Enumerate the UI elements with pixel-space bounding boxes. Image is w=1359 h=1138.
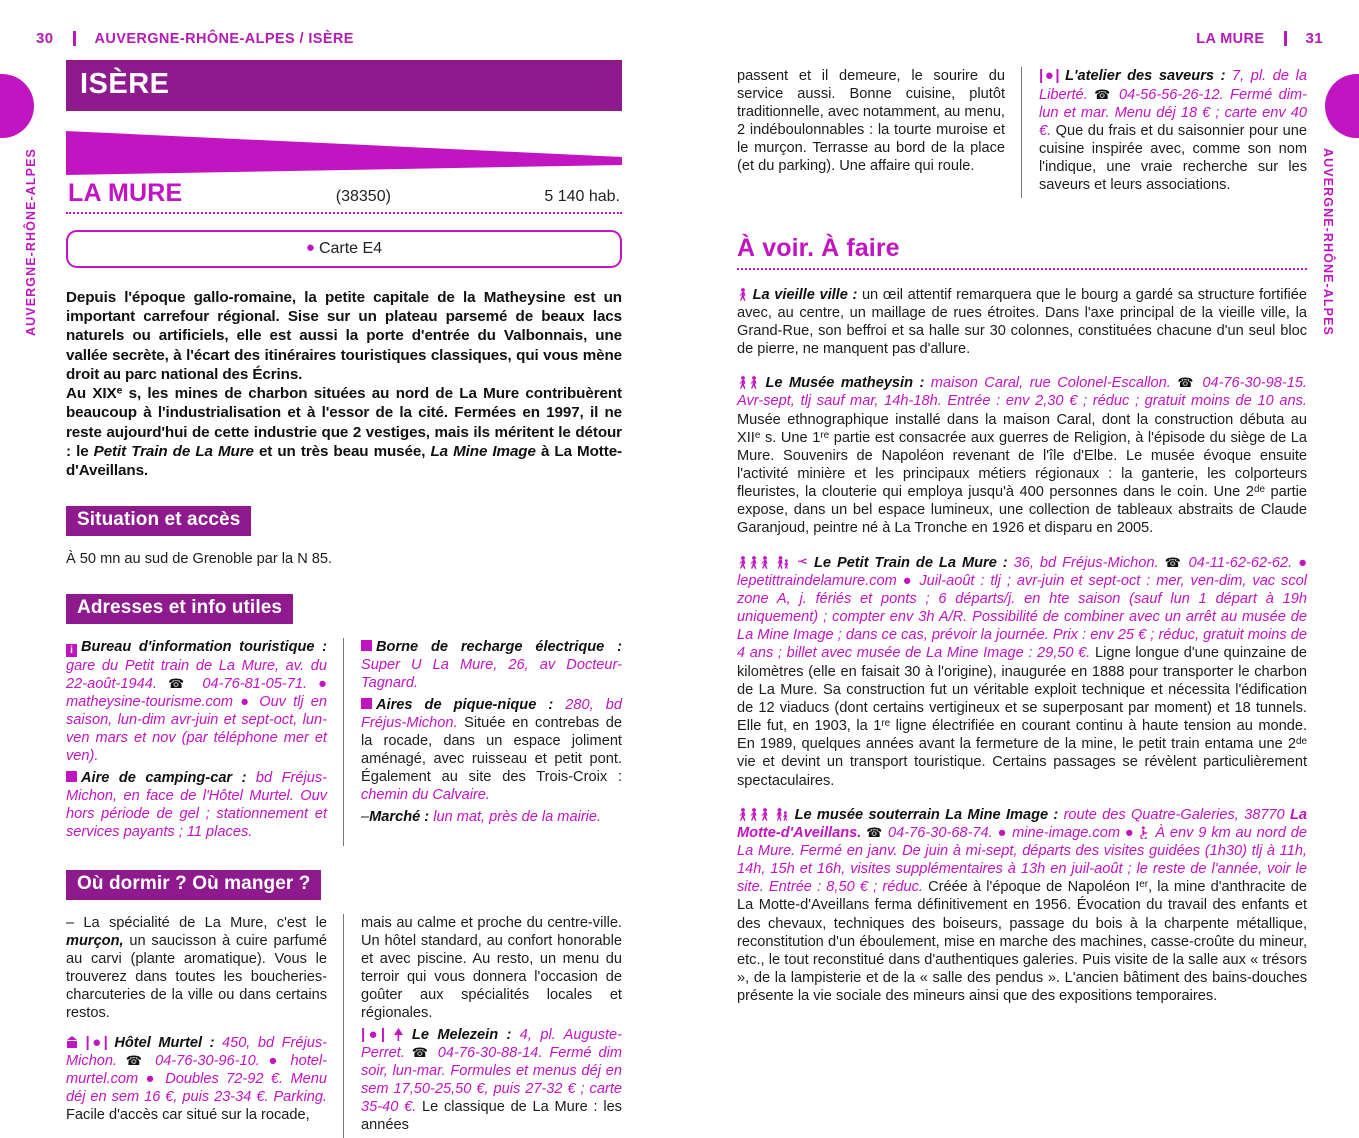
resto-two-column [737,67,1307,198]
square-icon [361,640,372,651]
phone-icon: ☎ [412,1045,431,1060]
running-head-left [36,30,354,47]
adresses-column-1 [66,638,344,845]
dotted-rule [66,212,622,214]
rule-divider [73,31,76,46]
attraction-petit-train: Le Petit Train de La Mure : 36, bd Fréjus-Michon. ☎ 04-11-62-62-62. ● lepetittraindelamure.com ● Juil-août : tlj ; avr-juin et sept-oct : mer, ven-dim, vac scol zone A, j. fériés et ponts ; 6 départs/j. en hte saison (sauf lun 1 départ à 19h uniquement) ; compter env 3h A/R. Possibilité de combiner avec un arrêt au musée de La Mine Image ; dans ce cas, prévoir la journée. Prix : env 25 € ; réduc, gratuit moins de 4 ans ; billet avec musée de La Mine Image : 29,50 €. Ligne longue d'une quinzaine de kilomètres (elle en faisait 30 à l'origine), inaugurée en 1888 pour transporter le charbon de La Mure. Sa construction fut un véritable exploit technique et nécessita l'édification de 12 viaducs (dont certains vertigineux et se superposant par moment) et 18 tunnels. Elle fut, en 1903, la 1re ligne électrifiée en courant continu à haute tension au monde. En 1989, quelques années avant la fermeture de la mine, le petit train entama une 2de vie et devint un transport touristique. Certains passages se révèlent particulièrement spectaculaires. [737,554,1307,790]
section-avoir-header: À voir. À faire [737,234,1307,263]
entry-picnic-areas: Aires de pique-nique : 280, bd Fréjus-Michon. Située en contrebas de la rocade, dans un espace joliment aménagé, avec ruisseau et petit pont. Également au site des Trois-Croix : chemin du Calvaire. [361,696,622,804]
family-icon [776,556,790,569]
map-reference-pill [66,230,622,268]
town-headline [66,179,622,208]
rule-divider [1284,31,1287,46]
resto-column-2 [1022,67,1307,198]
walker-icon [759,556,770,569]
family-icon [775,808,789,821]
town-postcode: (38350) [336,188,391,206]
dormir-column-1 [66,914,344,1138]
entry-ev-charging: Borne de recharge électrique : Super U La Mure, 26, av Docteur-Tagnard. [361,638,622,692]
phone-icon: ☎ [866,825,883,840]
walker-icon [759,808,770,821]
specialty-note: – La spécialité de La Mure, c'est le murçon, un saucisson à cuire parfumé au carvi (plante aromatique). Vous le trouverez dans toutes les boucheries-charcuteries de la ville ou dans certains restos. [66,914,327,1022]
folio-right: 31 [1306,30,1324,47]
attraction-mine-image: Le musée souterrain La Mine Image : route des Quatre-Galeries, 38770 La Motte-d'Aveillans. ☎ 04-76-30-68-74. ● mine-image.com ● À env 9 km au nord de La Mure. Fermé en janv. De juin à mi-sept, départs des visites guidées (1h30) tlj à 11h, 14h, 15h et 16h, visites supplémentaires à 13h en juil-août ; le reste de l'année, voir le site. Entrée : 8,50 € ; réduc. Créée à l'époque de Napoléon Ier, la mine d'anthracite de La Motte-d'Aveillans ferma définitivement en 1956. Évocation du travail des enfants et des chevaux, techniques des boiseurs, passage du bois à la charpente métallique, reconstitution d'un éboulement, mise en marche des machines, casse-croûte du mineur, etc., le tout reconstitué dans d'authentiques galeries. Puis visite de la salle aux « trésors », de la lampisterie et de la « salle des pendus ». L'ancien bâtiment des bains-douches présente la vie sociale des mineurs ainsi que des expositions temporaires. [737,806,1307,1006]
hotel-murtel-continued: mais au calme et proche du centre-ville. Un hôtel standard, au confort honorable et avec piscine. Au resto, un menu du terroir qui vous donnera l'occasion de goûter aux spécialités locales et régionales. [361,914,622,1022]
dormir-two-column [66,914,622,1138]
adresses-column-2 [344,638,622,845]
phone-icon: ☎ [1165,555,1183,570]
entry-tourist-office: i Bureau d'information touristique : gare du Petit train de La Mure, av. du 22-août-1944. ☎ 04-76-81-05-71. ● matheysine-tourisme.com ● Ouv tlj en saison, lun-dim avr-juin et sept-oct, lun-ven mars et nov (par téléphone mer et ven). [66,638,327,765]
dormir-column-2 [344,914,622,1138]
region-tab-left: AUVERGNE-RHÔNE-ALPES [24,148,38,336]
entry-atelier-des-saveurs: |●| L'atelier des saveurs : 7, pl. de la Liberté. ☎ 04-56-56-26-12. Fermé dim-lun et mar. Menu déj 18 € ; carte env 40 €. Que du frais et du saisonnier pour une cuisine inspirée avec, comme son nom l'indique, une vraie recherche sur les saveurs et leurs associations. [1039,67,1307,194]
bullet-icon: ● [306,239,315,256]
info-icon: i [66,644,77,657]
section-avoir-block [737,234,1307,270]
region-banner: ISÈRE [66,60,622,111]
adresses-two-column [66,638,622,845]
running-head-right [1196,30,1323,47]
section-situation-header: Situation et accès [66,506,251,536]
section-situation-header-wrap [66,506,622,536]
section-dormir-header-wrap [66,870,622,900]
edge-thumb-right-icon [1325,74,1359,138]
bed-icon [66,1036,78,1049]
entry-le-melezein: |●| Le Melezein : 4, pl. Auguste-Perret. ☎ 04-76-30-88-14. Fermé dim soir, lun-mar. Formules et menus déj en sem 17,50-25,50 €, puis 27-32 € ; carte 35-40 €. Le classique de La Mure : les années [361,1026,622,1135]
wheelchair-icon [1139,826,1150,839]
attraction-musee-matheysin: Le Musée matheysin : maison Caral, rue Colonel-Escallon. ☎ 04-76-30-98-15. Avr-sept, tlj sauf mar, 14h-18h. Entrée : env 2,30 € ; réduc ; gratuit moins de 10 ans. Musée ethnographique installé dans la maison Caral, dont la construction débuta au XIIe s. Une 1re partie est consacrée aux guerres de Religion, à l'épisode du siège de La Mure. Souvenirs de Napoléon revenant de l'île d'Elbe. Le musée évoque ensuite l'activité minière et les principaux métiers régionaux : la ganterie, les colporteurs fleuristes, la clouterie qui employa jusqu'à 400 personnes dans le coin. Une 2de partie expose, dans un bel espace lumineux, une collection de tableaux abstraits de Claude Garanjoud, peintre né à La Tronche en 1926 et disparu en 2005. [737,374,1307,537]
edge-thumb-left-icon [0,74,34,138]
walker-icon [737,556,748,569]
wedge-rule-icon [66,131,622,175]
entry-hotel-murtel: |●| Hôtel Murtel : 450, bd Fréjus-Michon. ☎ 04-76-30-96-10. ● hotel-murtel.com ● Doubles 72-92 €. Menu déj en sem 16 €, puis 23-34 €. Parking. Facile d'accès car situé sur la rocade, [66,1034,327,1125]
phone-icon: ☎ [1177,375,1196,390]
left-page-column [66,60,622,1138]
square-icon [66,771,77,782]
entry-camping-car-area: Aire de camping-car : bd Fréjus-Michon, en face de l'Hôtel Murtel. Ouv hors période de gel ; stationnement et services payants ; 11 places. [66,769,327,841]
walker-icon [737,808,748,821]
region-tab-right: AUVERGNE-RHÔNE-ALPES [1321,148,1335,336]
situation-text: À 50 mn au sud de Grenoble par la N 85. [66,550,622,568]
right-page-column [737,60,1307,1021]
map-reference-label: Carte E4 [319,240,382,257]
running-head-right-text: LA MURE [1196,31,1264,47]
town-population: 5 140 hab. [544,188,620,206]
walker-icon [737,376,748,389]
folio-left: 30 [36,30,54,47]
section-dormir-header: Où dormir ? Où manger ? [66,870,321,900]
walker-icon [748,808,759,821]
intro-paragraph-2: Au XIXe s, les mines de charbon situées au nord de La Mure contribuèrent beaucoup à l'industrialisation et à l'essor de la cité. Fermées en 1997, il ne reste aujourd'hui de cette industrie que 2 vestiges, mais ils méritent le détour : le Petit Train de La Mure et un très beau musée, La Mine Image à La Motte-d'Aveillans. [66,384,622,480]
restaurant-icon: |●| [361,1026,384,1043]
phone-icon: ☎ [126,1053,147,1068]
town-name: LA MURE [68,179,182,208]
dotted-rule [737,268,1307,270]
section-adresses-header: Adresses et info utiles [66,594,293,624]
restaurant-icon: |●| [86,1034,107,1051]
section-adresses-header-wrap [66,594,622,624]
resto-column-1 [737,67,1022,198]
entry-market: –Marché : lun mat, près de la mairie. [361,808,622,826]
restaurant-icon: |●| [1039,67,1059,84]
square-icon [361,698,372,709]
phone-icon: ☎ [168,676,191,691]
tree-icon [393,1028,404,1041]
phone-icon: ☎ [1094,87,1113,102]
accessible-icon [796,556,808,569]
attraction-vieille-ville: La vieille ville : un œil attentif remarquera que le bourg a gardé sa structure fortifiée avec, au centre, un maillage de rues étroites. Dans l'axe principal de la vieille ville, la Grand-Rue, son beffroi et sa halle sur 30 colonnes, constituées chacune d'un seul bloc de pierre, ne manquent pas d'allure. [737,286,1307,359]
running-head-left-text: AUVERGNE-RHÔNE-ALPES / ISÈRE [95,31,354,47]
walker-icon [748,376,759,389]
melezein-continued: passent et il demeure, le sourire du service aussi. Bonne cuisine, plutôt traditionnelle, avec notamment, au menu, 2 indéboulonnables : la tourte muroise et le murçon. Terrasse au bord de la place (et du parking). Une affaire qui roule. [737,67,1005,175]
walker-icon [748,556,759,569]
intro-paragraph-1: Depuis l'époque gallo-romaine, la petite capitale de la Matheysine est un important carrefour régional. Sise sur un plateau parsemé de beaux lacs naturels ou artificiels, elle est aussi la porte d'entrée du Valbonnais, une vallée secrète, à l'écart des itinéraires touristiques classiques, qui vous mène droit au parc national des Écrins. [66,288,622,384]
walker-icon [737,288,748,301]
